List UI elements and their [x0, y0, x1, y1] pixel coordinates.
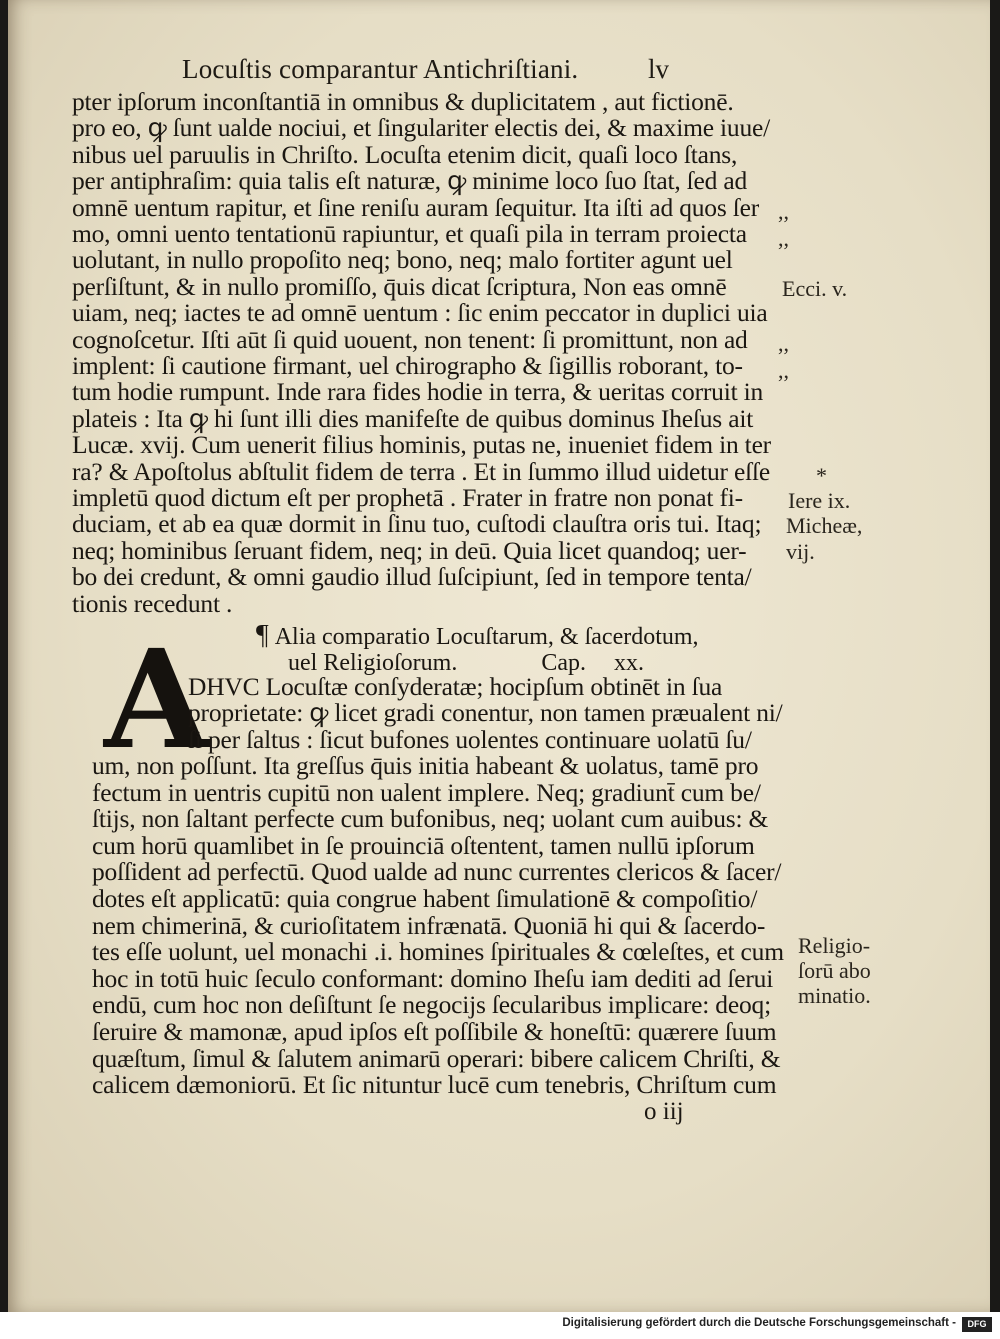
- text-line: plateis : Ita ꝙ hi ſunt illi dies manifeſte de quibus dominus Iheſus ait: [72, 403, 754, 433]
- decorated-initial: A: [104, 620, 210, 780]
- text-line: hoc in totū huic ſeculo conformant: domino Iheſu iam dediti ad ſerui: [92, 963, 774, 993]
- margin-citation: Micheæ,: [786, 513, 863, 538]
- running-head: Locuſtis comparantur Antichriſtiani.: [182, 54, 579, 84]
- text-line: um, non poſſunt. Ita greſſus q̄uis initia habeant & uolatus, tamē pro: [92, 751, 759, 780]
- text-line: duciam, et ab ea quæ dormit in ſinu tuo, cuſtodi clauſtra oris tui. Itaq;: [72, 509, 762, 539]
- margin-citation: Ecci. v.: [782, 276, 848, 301]
- text-line: ra? & Apoſtolus abſtulit fidem de terra . Et in ſummo illud uidetur eſſe: [72, 456, 771, 486]
- pilcrow-icon: ¶: [256, 620, 269, 651]
- text-line: proprietate: ꝙ licet gradi conentur, non tamen præualent ni/: [188, 698, 783, 728]
- text-line: tes eſſe uolunt, uel monachi .i. homines ſpirituales & cœleſtes, et cum: [92, 937, 784, 967]
- text-line: impletū quod dictum eſt per prophetā . Frater in fratre non ponat fi-: [72, 483, 743, 512]
- chapter-heading-line1: [256, 622, 699, 651]
- text-line: perſiſtunt, & in nullo promiſſo, q̄uis dicat ſcriptura, Non eas omnē: [72, 271, 727, 301]
- text-line: fectum in uentris cupitū non ualent implere. Neq; gradiunt̄ cum be/: [92, 777, 761, 807]
- signature-mark: o iij: [644, 1098, 684, 1125]
- text-line: endū, cum hoc non deſiſtunt ſe negocijs ſecularibus implicare: deoq;: [92, 990, 771, 1020]
- text-line: ſtijs, non ſaltant perfecte cum bufonibus, neq; uolant cum auibus: &: [92, 804, 769, 834]
- text-line: tionis recedunt .: [72, 588, 233, 618]
- margin-quote-mark: ,,: [778, 199, 789, 224]
- text-line: Lucæ. xvij. Cum uenerit filius hominis, putas ne, inueniet fidem in ter: [72, 430, 771, 460]
- footer-bar: [0, 1312, 1000, 1339]
- text-line: implent: ſi cautione firmant, uel chirographo & ſigillis roborant, to-: [72, 351, 743, 380]
- dfg-logo: DFG: [962, 1317, 992, 1332]
- text-line: nem chimerinā, & curioſitatem infrænatā. Quoniā hi qui & ſacerdo-: [92, 910, 766, 940]
- text-line: cognoſcetur. Iſti aūt ſi quid uouent, non tenent: ſi promittunt, non ad: [72, 324, 748, 354]
- margin-asterisk: *: [816, 463, 827, 488]
- text-line: uolutant, in nullo propoſito neq; bono, neq; malo fortiter agunt uel: [72, 245, 733, 275]
- text-line: omnē uentum rapitur, et ſine reniſu auram ſequitur. Ita iſti ad quos ſer: [72, 192, 760, 222]
- text-line: uiam, neq; iactes te ad omnē uentum : ſic enim peccator in duplici uia: [72, 298, 768, 328]
- text-line: ſeruire & mamonæ, apud ipſos eſt poſſibile & honeſtū: quærere ſuum: [92, 1017, 777, 1046]
- chapter-cap-label: Cap.: [541, 650, 586, 676]
- margin-note: ſorū abo: [798, 958, 871, 983]
- text-line: pter ipſorum inconſtantiā in omnibus & duplicitatem , aut fictionē.: [72, 87, 734, 116]
- page-header: [8, 52, 990, 92]
- text-line: quæſtum, ſimul & ſalutem animarū operari: bibere calicem Chriſti, &: [92, 1043, 781, 1073]
- text-line: mo, omni uento tentationū rapiuntur, et quaſi pila in terram proiecta: [72, 219, 747, 248]
- footer-credit: Digitalisierung gefördert durch die Deutsche Forschungsgemeinschaft -: [562, 1317, 956, 1329]
- margin-note: Religio-: [798, 933, 871, 958]
- text-line: calicem dæmoniorū. Et ſic nituntur lucē cum tenebris, Chriſtum cum: [92, 1070, 777, 1100]
- margin-note: minatio.: [798, 983, 871, 1008]
- text-line: cum horū quamlibet in ſe prouinciā oſtentent, tamen nullū ipſorum: [92, 830, 755, 860]
- margin-quote-mark: ,,: [778, 331, 789, 356]
- text-line: pro eo, ꝙ ſunt ualde nociui, et ſingulariter electis dei, & maxime iuue/: [72, 113, 771, 143]
- margin-citation: vij.: [786, 539, 815, 564]
- book-page: [8, 0, 990, 1312]
- text-line: tum hodie rumpunt. Inde rara fides hodie in terra, & ueritas corruit in: [72, 377, 764, 407]
- chapter-heading-text: Alia comparatio Locuſtarum, & ſacerdotum,: [274, 624, 699, 650]
- text-line: dotes eſt applicatū: quia congrue habent ſimulationē & compoſitio/: [92, 884, 758, 913]
- chapter-heading-text-2: uel Religioſorum.: [288, 650, 458, 676]
- text-line: ſi per ſaltus : ſicut bufones uolentes continuare uolatū ſu/: [188, 724, 752, 754]
- text-line: poſſident ad perfectū. Quod ualde ad nunc currentes clericos & ſacer/: [92, 857, 782, 887]
- chapter-cap-number: xx.: [613, 650, 644, 676]
- text-line: nibus uel paruulis in Chriſto. Locuſta etenim dicit, quaſi loco ſtans,: [72, 139, 738, 169]
- text-line: neq; hominibus ſeruant fidem, neq; in deū. Quia licet quandoq; uer-: [72, 535, 747, 565]
- folio-number: lv: [648, 54, 670, 84]
- margin-citation: Iere ix.: [788, 488, 851, 513]
- margin-quote-mark: ,,: [778, 226, 789, 251]
- text-line: DHVC Locuſtæ conſyderatæ; hocipſum obtinēt in ſua: [188, 672, 723, 701]
- text-line: bo dei credunt, & omni gaudio illud ſuſcipiunt, ſed in tempore tenta/: [72, 562, 752, 592]
- text-line: per antiphraſim: quia talis eſt naturæ, ꝙ minime loco ſuo ſtat, ſed ad: [72, 166, 748, 196]
- margin-quote-mark: ,,: [778, 358, 789, 383]
